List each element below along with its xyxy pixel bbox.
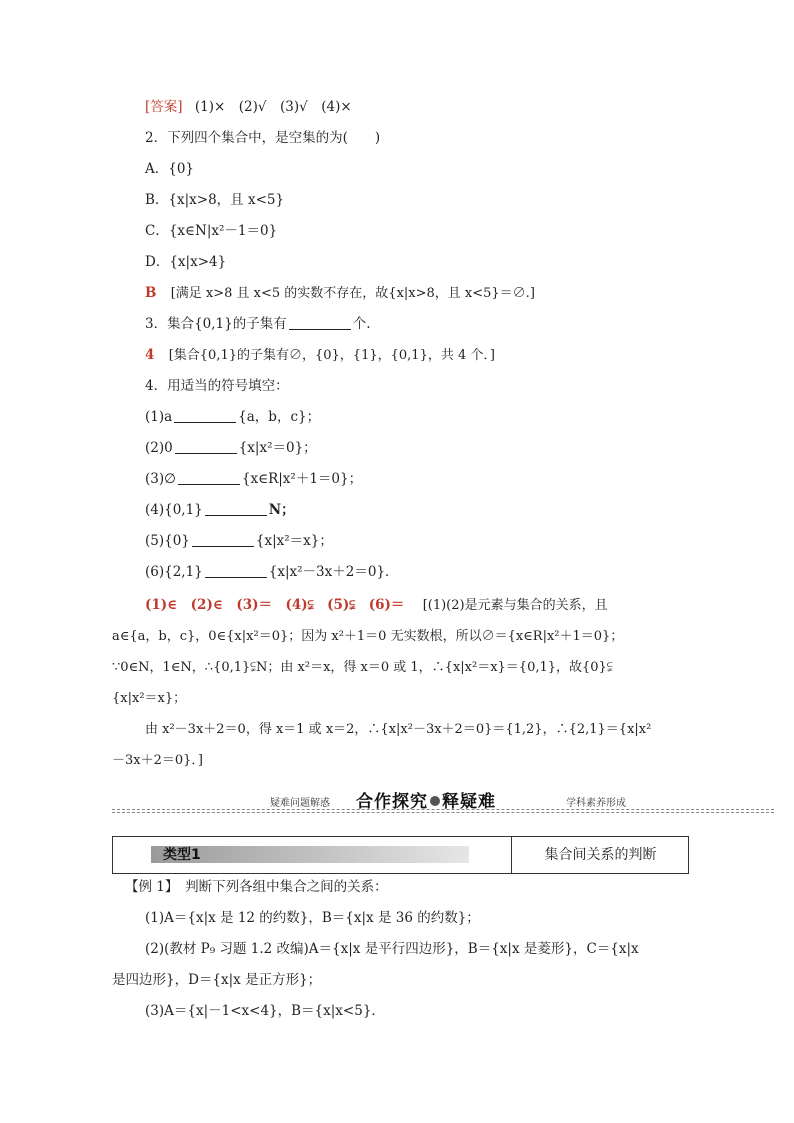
- banner-left-text: 疑难问题解惑: [270, 798, 330, 809]
- q3-stem-a: 3．集合{0,1}的子集有: [145, 316, 287, 332]
- example1-line-3: 是四边形}，D＝{x|x 是正方形}；: [112, 972, 322, 988]
- example1-line-2: (2)(教材 P₉ 习题 1.2 改编)A＝{x|x 是平行四边形}，B＝{x|x 是菱形}，C＝{x|x: [145, 941, 639, 957]
- q4-item-pre: (5){0}: [145, 533, 190, 549]
- q3-answer: [145, 345, 495, 366]
- q4-item-post: {x∈R|x²＋1＝0}；: [241, 471, 363, 487]
- q4-explain-line-4: 由 x²－3x＋2＝0，得 x＝1 或 x＝2，∴{x|x²－3x＋2＝0}＝{1,2}，∴{2,1}＝{x|x²: [145, 722, 652, 737]
- q3-explain: [集合{0,1}的子集有∅，{0}，{1}，{0,1}，共 4 个．]: [168, 348, 495, 363]
- q4-blank-4[interactable]: [205, 501, 267, 516]
- q2-option-c: C．{x∈N|x²－1＝0}: [145, 223, 278, 239]
- q4-item-pre: (3)∅: [145, 471, 176, 487]
- example1-line-4: (3)A＝{x|－1<x<4}，B＝{x|x<5}．: [145, 1003, 385, 1019]
- q3-blank[interactable]: [289, 315, 351, 330]
- q4-item-pre: (6){2,1}: [145, 564, 203, 580]
- q2-option-b: B．{x|x>8，且 x<5}: [145, 192, 285, 208]
- q4-explain-line-2: ∵0∈N，1∈N，∴{0,1}⫋N；由 x²＝x，得 x＝0 或 1，∴{x|x²＝x}＝{0,1}，故{0}⫋: [112, 660, 613, 675]
- q4-item-2: [145, 438, 317, 458]
- q4-item-1: [145, 407, 320, 427]
- q4-answer: [145, 595, 608, 616]
- q3-stem: [145, 314, 371, 334]
- prev-answer: [145, 97, 352, 117]
- type-box-left: [113, 837, 512, 873]
- example1-line-1: (1)A＝{x|x 是 12 的约数}，B＝{x|x 是 36 的约数}；: [145, 910, 480, 926]
- q4-answer-values: (1)∈ (2)∈ (3)＝ (4)⫋ (5)⫋ (6)＝: [145, 597, 405, 613]
- q4-item-pre: (2)0: [145, 440, 173, 456]
- section-banner: [112, 790, 774, 812]
- example1-head: 【例 1】 判断下列各组中集合之间的关系：: [125, 879, 388, 895]
- banner-divider: [112, 812, 774, 813]
- q4-blank-5[interactable]: [192, 532, 254, 547]
- q4-blank-3[interactable]: [178, 470, 240, 485]
- q4-blank-2[interactable]: [175, 439, 237, 454]
- q4-explain-line-0: [(1)(2)是元素与集合的关系，且: [422, 598, 608, 613]
- q4-blank-6[interactable]: [205, 563, 267, 578]
- q4-item-pre: (4){0,1}: [145, 502, 203, 518]
- banner-title-a: 合作探究: [356, 792, 428, 812]
- q4-item-5: [145, 531, 333, 551]
- q4-explain-line-1: a∈{a，b，c}，0∈{x|x²＝0}；因为 x²＋1＝0 无实数根，所以∅＝{x∈R|x²＋1＝0}；: [112, 629, 624, 644]
- banner-right-text: 学科素养形成: [566, 798, 626, 809]
- q4-item-3: [145, 469, 362, 489]
- answer-label: [答案]: [145, 99, 183, 115]
- q2-answer: [145, 283, 535, 304]
- q3-stem-b: 个.: [352, 316, 371, 332]
- type-tag-label: 类型1: [163, 847, 201, 863]
- q4-item-4: [145, 500, 295, 520]
- q4-item-post: {x|x²＝0}；: [238, 440, 317, 456]
- type-box-title: 集合间关系的判断: [544, 847, 657, 863]
- q2-option-d: D．{x|x>4}: [145, 254, 227, 270]
- q4-explain-line-3: {x|x²＝x}；: [112, 691, 187, 706]
- q4-item-pre: (1)a: [145, 409, 173, 425]
- banner-dot-icon: [430, 796, 440, 806]
- q3-answer-value: 4: [145, 347, 155, 363]
- q4-item-post: {x|x²＝x}；: [255, 533, 333, 549]
- q4-item-6: [145, 562, 399, 582]
- type-tag: [151, 846, 469, 863]
- q2-option-a: A．{0}: [145, 161, 195, 177]
- type-box: [112, 836, 689, 874]
- q2-explain: [满足 x>8 且 x<5 的实数不存在，故{x|x>8，且 x<5}＝∅.]: [170, 286, 535, 301]
- q4-blank-1[interactable]: [174, 408, 236, 423]
- q4-item-post: {a，b，c}；: [238, 409, 321, 425]
- q2-answer-letter: B: [145, 285, 157, 301]
- banner-title-b: 释疑难: [442, 792, 496, 812]
- q4-explain-line-5: －3x＋2＝0}．]: [112, 753, 203, 768]
- answer-text: (1)× (2)√ (3)√ (4)×: [194, 99, 352, 115]
- q4-item-post: {x|x²－3x＋2＝0}．: [268, 564, 399, 580]
- q4-stem: 4．用适当的符号填空：: [145, 378, 289, 394]
- q4-item-post: N；: [268, 502, 295, 518]
- banner-divider: [112, 809, 774, 810]
- q2-stem: 2．下列四个集合中，是空集的为( ): [145, 130, 381, 146]
